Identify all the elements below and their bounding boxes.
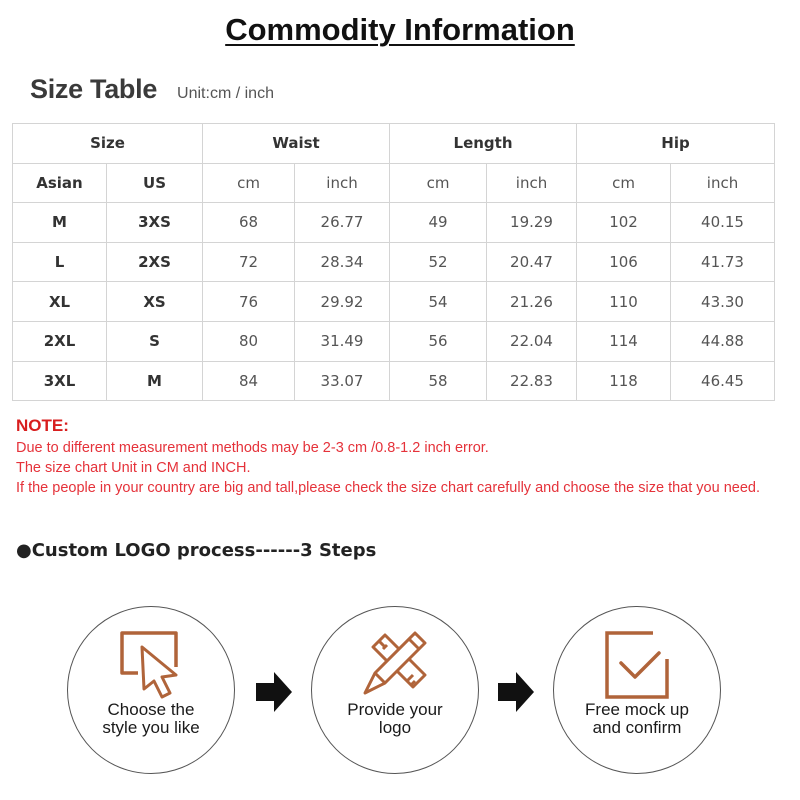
size-table — [12, 123, 775, 401]
step-label: Free mock up and confirm — [585, 700, 689, 737]
size-table-header — [30, 74, 274, 105]
subheader-waist-cm: cm — [203, 163, 295, 203]
cell-waist-cm: 84 — [203, 361, 295, 401]
page-title: Commodity Information — [225, 12, 575, 47]
step-provide-logo — [311, 606, 479, 774]
cell-length-inch: 21.26 — [487, 282, 577, 322]
cell-hip-cm: 102 — [577, 203, 671, 243]
cell-waist-inch: 28.34 — [295, 242, 390, 282]
cell-waist-cm: 80 — [203, 321, 295, 361]
cell-length-inch: 19.29 — [487, 203, 577, 243]
cell-hip-cm: 110 — [577, 282, 671, 322]
cell-waist-inch: 29.92 — [295, 282, 390, 322]
arrow-right-icon — [498, 672, 534, 712]
header-length: Length — [390, 124, 577, 164]
cell-hip-cm: 106 — [577, 242, 671, 282]
cursor-click-icon — [116, 627, 186, 708]
header-hip: Hip — [577, 124, 775, 164]
cell-hip-inch: 43.30 — [671, 282, 775, 322]
cell-hip-inch: 41.73 — [671, 242, 775, 282]
group-header-row — [13, 124, 775, 164]
note-line-3: If the people in your country are big and tall,please check the size chart carefully and choose the size that you need. — [16, 480, 760, 496]
header-size: Size — [13, 124, 203, 164]
cell-us: 2XS — [107, 242, 203, 282]
cell-us: S — [107, 321, 203, 361]
cell-waist-inch: 33.07 — [295, 361, 390, 401]
step-mock-up-confirm — [553, 606, 721, 774]
arrow-right-icon — [256, 672, 292, 712]
cell-us: 3XS — [107, 203, 203, 243]
subheader-length-inch: inch — [487, 163, 577, 203]
cell-waist-cm: 68 — [203, 203, 295, 243]
table-row — [13, 242, 775, 282]
cell-length-cm: 49 — [390, 203, 487, 243]
note-line-2: The size chart Unit in CM and INCH. — [16, 460, 251, 476]
subheader-hip-cm: cm — [577, 163, 671, 203]
subheader-waist-inch: inch — [295, 163, 390, 203]
cell-length-cm: 52 — [390, 242, 487, 282]
cell-waist-inch: 26.77 — [295, 203, 390, 243]
note-line-1: Due to different measurement methods may be 2-3 cm /0.8-1.2 inch error. — [16, 440, 489, 456]
sub-header-row — [13, 163, 775, 203]
cell-hip-inch: 40.15 — [671, 203, 775, 243]
cell-us: XS — [107, 282, 203, 322]
cell-hip-inch: 46.45 — [671, 361, 775, 401]
cell-waist-cm: 76 — [203, 282, 295, 322]
checkbox-icon — [601, 627, 673, 706]
cell-length-cm: 54 — [390, 282, 487, 322]
pencil-ruler-icon — [359, 627, 431, 706]
process-heading: ●Custom LOGO process------3 Steps — [16, 540, 377, 561]
cell-length-inch: 22.83 — [487, 361, 577, 401]
cell-asian: XL — [13, 282, 107, 322]
table-row — [13, 321, 775, 361]
cell-length-inch: 20.47 — [487, 242, 577, 282]
size-table-unit: Unit:cm / inch — [177, 85, 274, 102]
table-row — [13, 361, 775, 401]
subheader-length-cm: cm — [390, 163, 487, 203]
step-label: Choose the style you like — [102, 700, 200, 737]
step-label: Provide your logo — [347, 700, 443, 737]
cell-hip-inch: 44.88 — [671, 321, 775, 361]
table-row — [13, 203, 775, 243]
cell-asian: L — [13, 242, 107, 282]
cell-length-inch: 22.04 — [487, 321, 577, 361]
header-waist: Waist — [203, 124, 390, 164]
note-section — [16, 416, 786, 498]
cell-length-cm: 56 — [390, 321, 487, 361]
subheader-us: US — [107, 163, 203, 203]
step-choose-style — [67, 606, 235, 774]
cell-hip-cm: 114 — [577, 321, 671, 361]
cell-waist-inch: 31.49 — [295, 321, 390, 361]
cell-length-cm: 58 — [390, 361, 487, 401]
cell-waist-cm: 72 — [203, 242, 295, 282]
note-title: NOTE: — [16, 416, 69, 435]
cell-asian: 2XL — [13, 321, 107, 361]
cell-hip-cm: 118 — [577, 361, 671, 401]
size-table-title: Size Table — [30, 74, 158, 104]
cell-asian: M — [13, 203, 107, 243]
cell-us: M — [107, 361, 203, 401]
subheader-asian: Asian — [13, 163, 107, 203]
cell-asian: 3XL — [13, 361, 107, 401]
table-row — [13, 282, 775, 322]
subheader-hip-inch: inch — [671, 163, 775, 203]
